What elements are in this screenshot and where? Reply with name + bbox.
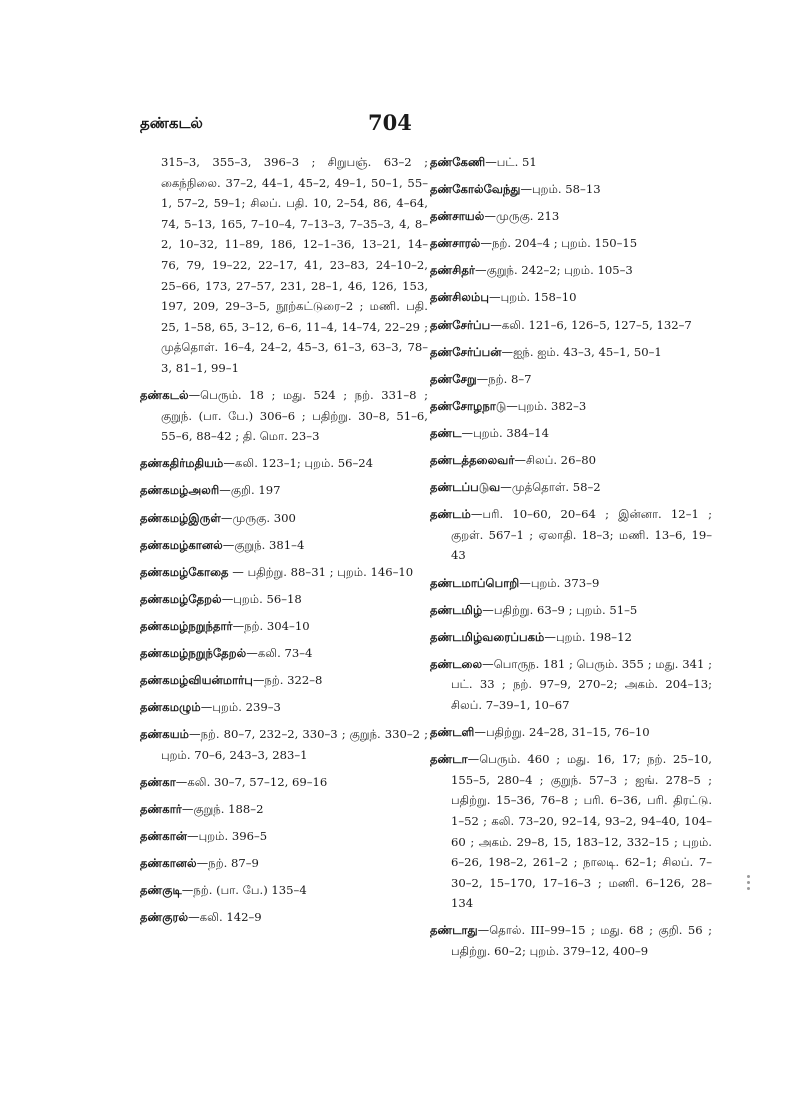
entry-references: நற். 80–7, 232–2, 330–3 ; குறுந். 330–2 ; புறம். 70–6, 243–3, 283–1 <box>161 727 428 762</box>
entry-headword: தண்சாயல் <box>430 209 485 224</box>
entry-separator: — <box>485 155 497 169</box>
entry-separator: — <box>181 883 194 898</box>
entry-headword: தண்டலை <box>430 656 483 671</box>
index-entry <box>430 600 712 621</box>
entry-references: புறம். 382–3 <box>517 398 587 413</box>
entry-headword: தண்சிதர் <box>430 263 475 278</box>
entry-references: பதிற்று. 63–9 ; புறம். 51–5 <box>493 602 638 617</box>
entry-references: பரி. 10–60, 20–64 ; இன்னா. 12–1 ; குறள். 567–1 ; ஏலாதி. 18–3; மணி. 13–6, 19–43 <box>451 507 712 563</box>
entry-separator: — <box>470 507 483 522</box>
entry-references: பதிற்று. 88–31 ; புறம். 146–10 <box>247 564 414 579</box>
entry-references: குறுந். 242–2; புறம். 105–3 <box>486 263 633 278</box>
entry-references: புறம். 198–12 <box>555 629 632 644</box>
index-entry <box>430 152 712 173</box>
index-entry <box>140 799 428 820</box>
entry-references: கலி. 142–9 <box>199 910 262 925</box>
index-entry <box>430 423 712 444</box>
index-entry <box>140 880 428 901</box>
index-entry <box>430 260 712 281</box>
entry-references: நற். 87–9 <box>208 856 259 871</box>
index-entry <box>430 233 712 254</box>
index-entry <box>430 627 712 648</box>
index-entry <box>140 480 428 501</box>
entry-separator: — <box>221 591 234 606</box>
entry-headword: தண்குடி <box>140 883 182 898</box>
index-entry <box>140 453 428 474</box>
entry-separator: — <box>476 371 489 386</box>
entry-separator: — <box>188 910 200 925</box>
entry-references: பதிற்று. 24–28, 31–15, 76–10 <box>485 725 650 740</box>
entry-separator: — <box>506 398 518 413</box>
index-entry <box>140 670 428 691</box>
entry-references: முருகு. 300 <box>232 510 296 525</box>
entry-separator: — <box>175 774 188 789</box>
entry-references: புறம். 384–14 <box>473 425 550 440</box>
entry-separator: — <box>246 645 258 660</box>
entry-references: கலி. 73–4 <box>257 645 313 660</box>
running-head: தண்கடல் <box>140 114 203 132</box>
entry-separator: — <box>544 629 556 644</box>
index-entry <box>430 504 712 566</box>
index-entry <box>140 589 428 610</box>
index-entry <box>140 772 428 793</box>
entry-references: புறம். 373–9 <box>530 575 600 590</box>
entry-headword: தண்கமழ்நறுந்தார் <box>140 618 233 633</box>
entry-references: நற். 204–4 ; புறம். 150–15 <box>492 236 638 251</box>
index-entry <box>430 654 712 716</box>
entry-headword: தண்டம் <box>430 507 471 522</box>
entry-headword: தண்கோல்வேந்து <box>430 182 521 197</box>
index-entry <box>140 907 428 928</box>
entry-references: முருகு. 213 <box>495 209 560 224</box>
index-entry <box>140 853 428 874</box>
entry-references: பெரும். 18 ; மது. 524 ; நற். 331–8 ; குறுந். (பா. பே.) 306–6 ; பதிற்று. 30–8, 51–6, 55–6, 88–42 ; தி. மொ. 23–3 <box>161 388 428 444</box>
entry-references: நற். 8–7 <box>488 371 532 386</box>
entry-headword: தண்கமழ்கானல் <box>140 537 223 552</box>
index-entry <box>430 450 712 471</box>
entry-separator: — <box>181 802 194 817</box>
entry-references: ஐந். ஐம். 43–3, 45–1, 50–1 <box>513 344 662 359</box>
entry-headword: தண்கமழ்இருள் <box>140 510 221 525</box>
entry-headword: தண்டாது <box>430 923 478 938</box>
entry-references: கலி. 123–1; புறம். 56–24 <box>234 456 373 471</box>
entry-references: புறம். 56–18 <box>233 591 302 606</box>
index-entry <box>140 508 428 529</box>
entry-headword: தண்கமழ்கோதை <box>140 564 229 579</box>
entry-headword: தண்கதிர்மதியம் <box>140 456 224 471</box>
entry-references: பெரும். 460 ; மது. 16, 17; நற். 25–10, 155–5, 280–4 ; குறுந். 57–3 ; ஐங். 278–5 ; பதிற்று. 15–36, 76–8 ; பரி. 6–36, பரி. திரட்டு. 1–52 ; கலி. 73–20, 92–14, 93–2, 94–40, 104–60 ; அகம். 29–8, 15, 183–12, 332–15 ; புறம். 6–26, 198–2, 261–2 ; நாலடி. 62–1; சிலப். 7–30–2, 15–170, 17–16–3 ; மணி. 6–126, 28–134 <box>451 752 712 911</box>
entry-references: குறுந். 381–4 <box>234 537 305 552</box>
entry-headword: தண்கான் <box>140 829 188 844</box>
entry-separator: — <box>490 317 502 332</box>
entry-references: குறி. 197 <box>230 483 281 498</box>
entry-references: கலி. 121–6, 126–5, 127–5, 132–7 <box>501 317 692 332</box>
entry-separator: — <box>467 752 480 767</box>
entry-references: புறம். 158–10 <box>500 290 577 305</box>
entry-separator: — <box>514 453 526 468</box>
entry-headword: தண்கார் <box>140 802 182 817</box>
index-entry <box>140 826 428 847</box>
index-entry <box>140 697 428 718</box>
entry-references: புறம். 239–3 <box>212 700 281 715</box>
entry-separator: — <box>220 510 233 525</box>
entry-separator: — <box>482 602 494 617</box>
entry-headword: தண்சேறு <box>430 371 477 386</box>
index-entry <box>430 573 712 594</box>
entry-references: முத்தொள். 58–2 <box>511 480 601 495</box>
index-entry <box>140 535 428 556</box>
entry-separator: — <box>482 656 494 671</box>
index-entry <box>430 477 712 498</box>
entry-separator: — <box>200 700 213 715</box>
index-entry <box>430 342 712 363</box>
entry-headword: தண்கடல் <box>140 388 189 403</box>
entry-headword: தண்கா <box>140 774 176 789</box>
entry-separator: — <box>488 290 501 305</box>
index-entry <box>140 562 428 583</box>
index-entry <box>430 396 712 417</box>
entry-headword: தண்கமழ்நறுந்தேறல் <box>140 645 247 660</box>
entry-separator: — <box>223 456 235 471</box>
entry-references: புறம். 58–13 <box>532 182 601 197</box>
entry-separator: — <box>480 236 492 251</box>
left-column <box>140 152 428 935</box>
entry-headword: தண்டமிழ் <box>430 602 483 617</box>
entry-separator: — <box>228 564 248 579</box>
index-entry <box>140 724 428 765</box>
index-entry <box>430 206 712 227</box>
entry-separator: — <box>189 727 201 742</box>
entry-headword: தண்கமழும் <box>140 700 201 715</box>
entry-separator: — <box>252 673 265 688</box>
entry-separator: — <box>196 856 209 871</box>
entry-separator: — <box>475 263 487 278</box>
index-entry <box>430 315 712 336</box>
scan-smudge <box>746 872 752 896</box>
index-entry <box>140 152 428 379</box>
entry-references: சிலப். 26–80 <box>525 453 596 468</box>
entry-headword: தண்கமழ்வியன்மார்பு <box>140 673 253 688</box>
entry-headword: தண்சிலம்பு <box>430 290 489 305</box>
entry-separator: — <box>500 480 512 495</box>
entry-headword: தண்டமாப்பொறி <box>430 575 520 590</box>
entry-separator: — <box>188 388 201 403</box>
entry-references: தொல். III–99–15 ; மது. 68 ; குறி. 56 ; பதிற்று. 60–2; புறம். 379–12, 400–9 <box>451 923 712 958</box>
entry-headword: தண்டத்தலைவர் <box>430 453 515 468</box>
entry-references: கலி. 30–7, 57–12, 69–16 <box>187 774 328 789</box>
entry-headword: தண்கமழ்தேறல் <box>140 591 222 606</box>
page-number: 704 <box>368 110 412 135</box>
entry-headword: தண்டளி <box>430 725 475 740</box>
entry-references: நற். 304–10 <box>244 618 310 633</box>
entry-separator: — <box>520 182 533 197</box>
entry-separator: — <box>219 483 231 498</box>
entry-separator: — <box>501 344 514 359</box>
index-entry <box>430 369 712 390</box>
entry-separator: — <box>519 575 531 590</box>
index-entry <box>430 749 712 914</box>
entry-headword: தண்சேர்ப்பன் <box>430 344 502 359</box>
entry-separator: — <box>187 829 199 844</box>
index-entry <box>140 643 428 664</box>
entry-headword: தண்சேர்ப்ப <box>430 317 491 332</box>
entry-references: பொருந. 181 ; பெரும். 355 ; மது. 341 ; பட். 33 ; நற். 97–9, 270–2; அகம். 204–13; சிலப். 7–39–1, 10–67 <box>451 656 712 712</box>
entry-separator: — <box>484 209 496 224</box>
entry-separator: — <box>232 618 245 633</box>
entry-separator: — <box>222 537 235 552</box>
index-entry <box>430 920 712 961</box>
index-entry <box>430 722 712 743</box>
entry-separator: — <box>474 725 486 740</box>
entry-references: குறுந். 188–2 <box>193 802 264 817</box>
entry-headword: தண்கானல் <box>140 856 197 871</box>
entry-headword: தண்சோழநாடு <box>430 398 507 413</box>
entry-references: நற். 322–8 <box>264 673 323 688</box>
entry-headword: தண்டமிழ்வரைப்பகம் <box>430 629 545 644</box>
index-entry <box>430 287 712 308</box>
entry-headword: தண்கமழ்அலரி <box>140 483 220 498</box>
entry-headword: தண்டா <box>430 752 468 767</box>
index-entry <box>140 385 428 447</box>
entry-headword: தண்ட <box>430 425 462 440</box>
entry-headword: தண்சாரல் <box>430 236 481 251</box>
page-header <box>0 110 800 140</box>
entry-references: நற். (பா. பே.) 135–4 <box>193 883 307 898</box>
entry-headword: தண்டப்படுவ <box>430 480 501 495</box>
entry-headword: தண்குரல் <box>140 910 189 925</box>
entry-separator: — <box>477 923 490 938</box>
entry-references: 315–3, 355–3, 396–3 ; சிறுபஞ். 63–2 ; கைந்நிலை. 37–2, 44–1, 45–2, 49–1, 50–1, 55–1, 57–2, 59–1; சிலப். பதி. 10, 2–54, 86, 4–64, 74, 5–13, 165, 7–10–4, 7–13–3, 7–35–3, 4, 8–2, 10–32, 11–89, 186, 12–1–36, 13–21, 14–76, 79, 19–22, 22–17, 41, 23–83, 24–10–2, 25–66, 173, 27–57, 231, 28–1, 46, 126, 153, 197, 209, 29–3–5, நூற்கட்டுரை–2 ; மணி. பதி. 25, 1–58, 65, 3–12, 6–6, 11–4, 14–74, 22–29 ; முத்தொள். 16–4, 24–2, 45–3, 61–3, 63–3, 78–3, 81–1, 99–1 <box>161 155 428 375</box>
entry-references: புறம். 396–5 <box>198 829 268 844</box>
entry-references: பட். 51 <box>496 155 537 169</box>
entry-headword: தண்கயம் <box>140 727 189 742</box>
entry-separator: — <box>461 425 474 440</box>
index-entry <box>430 179 712 200</box>
entry-headword: தண்கேணி <box>430 155 486 169</box>
index-entry <box>140 616 428 637</box>
right-column <box>430 152 712 968</box>
